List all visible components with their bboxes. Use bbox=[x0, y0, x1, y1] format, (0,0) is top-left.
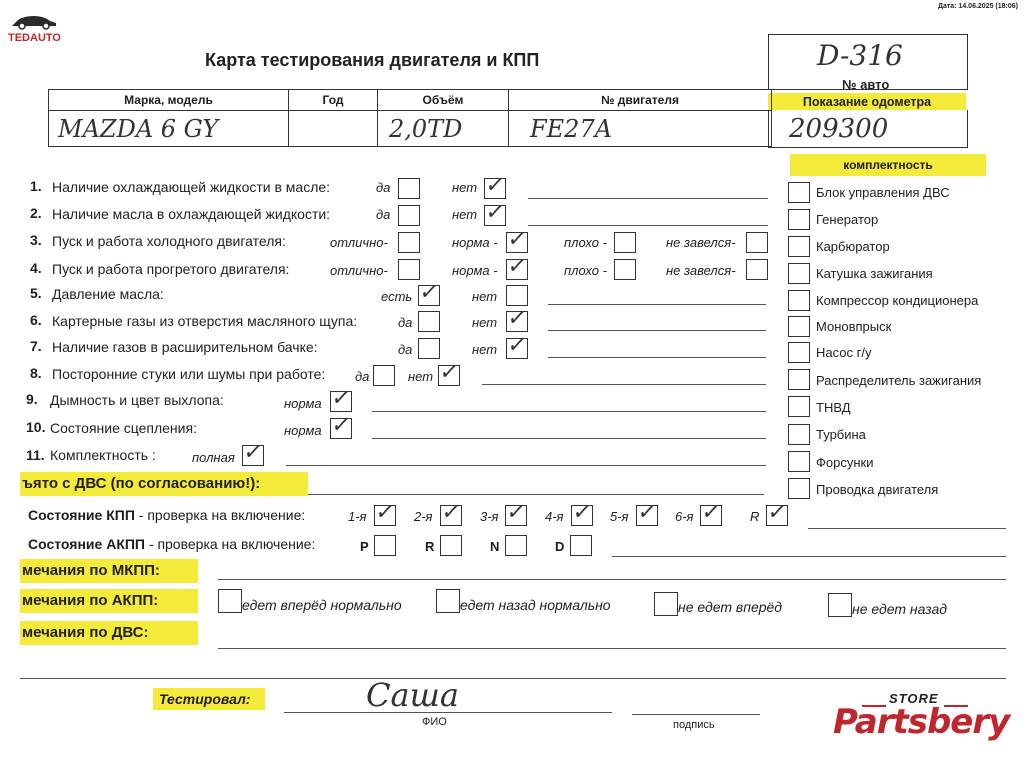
gear-checkbox[interactable] bbox=[571, 505, 593, 526]
engine-number-value: FE27A bbox=[530, 114, 613, 143]
underline bbox=[548, 330, 766, 331]
table-header-row bbox=[49, 90, 772, 111]
auto-gearbox-label: Состояние АКПП - проверка на включение: bbox=[28, 536, 316, 552]
checkbox[interactable] bbox=[788, 209, 810, 230]
remarks-akpp-label: мечания по АКПП: bbox=[20, 589, 198, 613]
option-label: плохо - bbox=[564, 235, 607, 250]
checkbox[interactable] bbox=[418, 338, 440, 359]
completeness-header: комплектность bbox=[790, 154, 986, 176]
row-number: 6. bbox=[30, 312, 42, 328]
car-info-table bbox=[48, 89, 772, 147]
option-label: норма - bbox=[452, 263, 498, 278]
underline bbox=[528, 225, 768, 226]
option-label: нет bbox=[472, 289, 498, 304]
logo-text: TEDAUTO bbox=[8, 32, 61, 44]
option-label: норма bbox=[284, 396, 322, 411]
gear-label: R bbox=[750, 509, 760, 524]
underline bbox=[632, 714, 760, 715]
row-label: Посторонние стуки или шумы при работе: bbox=[52, 366, 326, 382]
checkbox[interactable] bbox=[746, 259, 768, 280]
option-label: нет bbox=[472, 315, 498, 330]
option-label: да bbox=[398, 342, 413, 357]
position-label: N bbox=[490, 539, 500, 554]
row-number: 11. bbox=[26, 447, 45, 463]
list-item: Форсунки bbox=[816, 455, 874, 470]
option-label: отлично- bbox=[330, 235, 388, 250]
underline bbox=[482, 384, 766, 385]
checkbox-checked[interactable] bbox=[506, 311, 528, 332]
gear-label: 3-я bbox=[480, 509, 499, 524]
checkbox[interactable] bbox=[788, 182, 810, 203]
gear-label: 4-я bbox=[545, 509, 564, 524]
list-item: Проводка двигателя bbox=[816, 482, 939, 497]
gear-checkbox[interactable] bbox=[766, 505, 788, 526]
row-label: Состояние сцепления: bbox=[50, 420, 197, 436]
position-checkbox[interactable] bbox=[505, 535, 527, 556]
underline bbox=[548, 304, 766, 305]
option-label: норма - bbox=[452, 235, 498, 250]
checkbox[interactable] bbox=[418, 311, 440, 332]
tester-signature: Саша bbox=[366, 676, 459, 714]
checkbox-checked[interactable] bbox=[506, 338, 528, 359]
checkbox-checked[interactable] bbox=[506, 232, 528, 253]
row-label: Наличие масла в охлаждающей жидкости: bbox=[52, 206, 331, 222]
option-label: да bbox=[376, 180, 391, 195]
position-checkbox[interactable] bbox=[440, 535, 462, 556]
underline bbox=[284, 712, 612, 713]
tested-by-label: Тестировал: bbox=[153, 688, 265, 710]
option-label: полная bbox=[192, 450, 235, 465]
row-label: Давление масла: bbox=[52, 286, 164, 302]
row-number: 5. bbox=[30, 285, 42, 301]
checkbox[interactable] bbox=[788, 290, 810, 311]
row-label: Наличие газов в расширительном бачке: bbox=[52, 339, 318, 355]
row-number: 9. bbox=[26, 391, 38, 407]
row-number: 1. bbox=[30, 178, 42, 194]
checkbox[interactable] bbox=[398, 205, 420, 226]
list-item: Турбина bbox=[816, 427, 866, 442]
checkbox[interactable] bbox=[788, 263, 810, 284]
position-label: P bbox=[360, 539, 369, 554]
option-label: да bbox=[376, 207, 391, 222]
car-number-label: № авто bbox=[842, 77, 890, 92]
odometer-value: 209300 bbox=[789, 114, 889, 144]
underline bbox=[20, 678, 1006, 679]
row-label: Дымность и цвет выхлопа: bbox=[50, 392, 224, 408]
checkbox[interactable] bbox=[788, 424, 810, 445]
list-item: Катушка зажигания bbox=[816, 266, 933, 281]
list-item: Блок управления ДВС bbox=[816, 185, 950, 200]
underline bbox=[372, 411, 766, 412]
row-number: 7. bbox=[30, 338, 42, 354]
checkbox-checked[interactable] bbox=[484, 178, 506, 199]
akpp-option: едет назад нормально bbox=[460, 597, 611, 613]
make-model-value: MAZDA 6 GY bbox=[58, 114, 219, 143]
row-number: 2. bbox=[30, 205, 42, 221]
position-label: D bbox=[555, 539, 565, 554]
gear-label: 1-я bbox=[348, 509, 367, 524]
checkbox[interactable] bbox=[398, 232, 420, 253]
row-label: Пуск и работа прогретого двигателя: bbox=[52, 261, 290, 277]
list-item: ТНВД bbox=[816, 400, 851, 415]
list-item: Генератор bbox=[816, 212, 879, 227]
manual-gearbox-label: Состояние КПП - проверка на включение: bbox=[28, 507, 306, 523]
list-item: Компрессор кондиционера bbox=[816, 293, 979, 308]
checkbox[interactable] bbox=[218, 589, 242, 613]
akpp-option: едет вперёд нормально bbox=[242, 597, 402, 613]
car-number-value: D-316 bbox=[817, 39, 903, 72]
option-label: не завелся- bbox=[666, 263, 736, 278]
position-checkbox[interactable] bbox=[374, 535, 396, 556]
col-make-model: Марка, модель bbox=[124, 93, 213, 107]
checkbox[interactable] bbox=[788, 396, 810, 417]
checkbox[interactable] bbox=[828, 593, 852, 617]
row-label: Пуск и работа холодного двигателя: bbox=[52, 233, 286, 249]
underline bbox=[218, 579, 1006, 580]
signature-label: подпись bbox=[673, 719, 715, 731]
gear-checkbox[interactable] bbox=[505, 505, 527, 526]
option-label: норма bbox=[284, 423, 322, 438]
position-label: R bbox=[425, 539, 435, 554]
gear-checkbox[interactable] bbox=[440, 505, 462, 526]
checkbox[interactable] bbox=[788, 342, 810, 363]
volume-value: 2,0TD bbox=[389, 114, 463, 143]
checkbox[interactable] bbox=[746, 232, 768, 253]
gear-label: 5-я bbox=[610, 509, 629, 524]
brand-logo bbox=[8, 12, 64, 46]
col-year: Год bbox=[322, 93, 344, 107]
option-label: да bbox=[398, 315, 413, 330]
odometer-label: Показание одометра bbox=[768, 93, 966, 110]
option-label: да bbox=[355, 369, 370, 384]
engine-removed-label: ъято с ДВС (по согласованию!): bbox=[20, 472, 308, 496]
akpp-option: не едет вперёд bbox=[678, 599, 783, 615]
brand-store-label: STORE bbox=[889, 691, 939, 706]
odometer-box bbox=[768, 110, 968, 148]
print-date: Дата: 14.06.2025 (18:06) bbox=[937, 3, 1018, 10]
underline bbox=[808, 528, 1006, 529]
checkbox[interactable] bbox=[373, 365, 395, 386]
checkbox[interactable] bbox=[788, 316, 810, 337]
checkbox[interactable] bbox=[788, 451, 810, 472]
gear-checkbox[interactable] bbox=[374, 505, 396, 526]
row-label: Наличие охлаждающей жидкости в масле: bbox=[52, 179, 331, 195]
akpp-option: не едет назад bbox=[852, 601, 947, 617]
checkbox[interactable] bbox=[506, 285, 528, 306]
underline bbox=[218, 648, 1006, 649]
underline bbox=[612, 556, 1006, 557]
checkbox[interactable] bbox=[654, 592, 678, 616]
row-number: 10. bbox=[26, 419, 46, 435]
row-number: 4. bbox=[30, 260, 42, 276]
checkbox[interactable] bbox=[788, 369, 810, 390]
gear-label: 2-я bbox=[414, 509, 433, 524]
option-label: нет bbox=[408, 369, 434, 384]
checkbox[interactable] bbox=[788, 478, 810, 499]
list-item: Распределитель зажигания bbox=[816, 373, 982, 388]
option-label: есть bbox=[381, 289, 413, 304]
underline bbox=[308, 494, 764, 495]
position-checkbox[interactable] bbox=[570, 535, 592, 556]
checkbox-checked[interactable] bbox=[438, 365, 460, 386]
checkbox[interactable] bbox=[436, 589, 460, 613]
checkbox[interactable] bbox=[398, 259, 420, 280]
checkbox[interactable] bbox=[614, 232, 636, 253]
remarks-mkpp-label: мечания по МКПП: bbox=[20, 559, 198, 583]
row-number: 3. bbox=[30, 232, 42, 248]
row-number: 8. bbox=[30, 365, 42, 381]
gear-checkbox[interactable] bbox=[700, 505, 722, 526]
remarks-dvs-label: мечания по ДВС: bbox=[20, 621, 198, 645]
option-label: нет bbox=[472, 342, 498, 357]
car-logo-icon bbox=[10, 12, 58, 30]
checkbox-checked[interactable] bbox=[330, 391, 352, 412]
checkbox[interactable] bbox=[788, 236, 810, 257]
table-row bbox=[49, 111, 772, 147]
underline bbox=[286, 465, 766, 466]
underline bbox=[528, 198, 768, 199]
checkbox-checked[interactable] bbox=[484, 205, 506, 226]
option-label: отлично- bbox=[330, 263, 388, 278]
underline bbox=[372, 438, 766, 439]
checkbox-checked[interactable] bbox=[242, 445, 264, 466]
gear-label: 6-я bbox=[675, 509, 694, 524]
col-volume: Объём bbox=[422, 93, 464, 107]
list-item: Насос г/у bbox=[816, 345, 872, 360]
checkbox-checked[interactable] bbox=[330, 418, 352, 439]
underline bbox=[548, 357, 766, 358]
option-label: нет bbox=[452, 207, 478, 222]
row-label: Комплектность : bbox=[50, 447, 156, 463]
checkbox[interactable] bbox=[398, 178, 420, 199]
checkbox-checked[interactable] bbox=[418, 285, 440, 306]
page-title: Карта тестирования двигателя и КПП bbox=[205, 50, 540, 70]
list-item: Карбюратор bbox=[816, 239, 890, 254]
checkbox-checked[interactable] bbox=[506, 259, 528, 280]
row-label: Картерные газы из отверстия масляного щупа: bbox=[52, 313, 358, 329]
gear-checkbox[interactable] bbox=[636, 505, 658, 526]
checkbox[interactable] bbox=[614, 259, 636, 280]
fio-label: ФИО bbox=[422, 716, 447, 728]
list-item: Моновпрыск bbox=[816, 319, 892, 334]
option-label: не завелся- bbox=[666, 235, 736, 250]
option-label: нет bbox=[452, 180, 478, 195]
col-engine-number: № двигателя bbox=[601, 93, 679, 107]
option-label: плохо - bbox=[564, 263, 607, 278]
brand-logo-main: Partsbery bbox=[833, 702, 1010, 742]
